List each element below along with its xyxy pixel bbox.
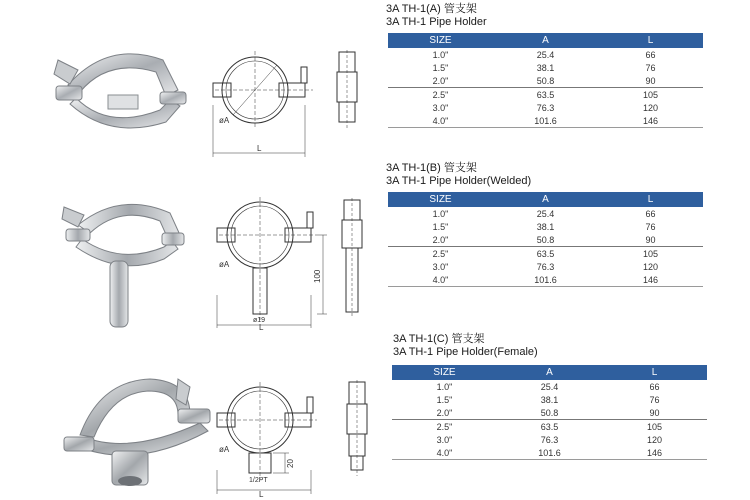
title-c-line1: 3A TH-1(C) 管支架: [393, 333, 485, 345]
cell-size: 3.0": [388, 101, 493, 114]
cell-l: 146: [602, 446, 707, 460]
cell-size: 3.0": [388, 260, 493, 273]
cell-l: 90: [598, 233, 703, 247]
cell-l: 146: [598, 114, 703, 128]
title-b-line1: 3A TH-1(B) 管支架: [386, 162, 477, 174]
title-a-line2: 3A TH-1 Pipe Holder: [386, 16, 487, 28]
dim-label-dia: øA: [219, 116, 230, 125]
dim-label-height: 20: [286, 459, 295, 468]
cell-size: 1.5": [392, 393, 497, 406]
header-a: A: [493, 192, 598, 207]
cell-a: 38.1: [497, 393, 602, 406]
dim-label-height: 100: [313, 269, 322, 283]
cell-a: 25.4: [493, 48, 598, 61]
cell-size: 1.0": [388, 48, 493, 61]
cell-a: 50.8: [493, 74, 598, 88]
table-row: [388, 247, 703, 261]
cell-l: 120: [598, 101, 703, 114]
cell-size: 3.0": [392, 433, 497, 446]
cell-l: 105: [598, 88, 703, 102]
cell-size: 2.0": [388, 74, 493, 88]
table-row: [388, 61, 703, 74]
table-row: [388, 207, 703, 220]
header-a: A: [493, 33, 598, 48]
header-l: L: [598, 192, 703, 207]
table-row: [392, 380, 707, 393]
table-row: [392, 433, 707, 446]
table-row: [388, 273, 703, 287]
cell-a: 50.8: [493, 233, 598, 247]
table-row: [392, 406, 707, 420]
cell-size: 1.0": [392, 380, 497, 393]
cell-l: 105: [602, 420, 707, 434]
header-l: L: [602, 365, 707, 380]
dim-label-length: L: [257, 144, 262, 153]
spec-table-a: [388, 33, 703, 128]
cell-l: 66: [598, 207, 703, 220]
dim-label-length: L: [259, 490, 264, 498]
section-pipe-holder-b: [0, 160, 750, 330]
table-row: [388, 233, 703, 247]
table-row: [388, 88, 703, 102]
table-row: [388, 220, 703, 233]
cell-l: 146: [598, 273, 703, 287]
cell-l: 105: [598, 247, 703, 261]
title-a-line1: 3A TH-1(A) 管支架: [386, 3, 477, 15]
cell-size: 4.0": [392, 446, 497, 460]
table-row: [388, 260, 703, 273]
header-a: A: [497, 365, 602, 380]
cell-l: 76: [598, 220, 703, 233]
cell-size: 2.5": [388, 247, 493, 261]
cell-a: 25.4: [497, 380, 602, 393]
table-row: [392, 420, 707, 434]
table-row: [388, 114, 703, 128]
product-photo-a: [48, 40, 198, 140]
dim-label-thread: 1/2PT: [249, 477, 268, 484]
cell-a: 101.6: [493, 114, 598, 128]
product-photo-c: [60, 375, 220, 490]
cell-size: 1.5": [388, 220, 493, 233]
cell-l: 90: [602, 406, 707, 420]
spec-table-b: [388, 192, 703, 287]
cell-a: 50.8: [497, 406, 602, 420]
table-row: [388, 48, 703, 61]
cell-size: 4.0": [388, 273, 493, 287]
dim-label-rod: ø19: [253, 317, 266, 324]
section-pipe-holder-c: [0, 330, 750, 500]
technical-drawing-c: [205, 380, 335, 498]
cell-size: 1.0": [388, 207, 493, 220]
cell-l: 90: [598, 74, 703, 88]
header-l: L: [598, 33, 703, 48]
side-view-a: [332, 50, 362, 130]
cell-size: 2.0": [388, 233, 493, 247]
cell-l: 66: [598, 48, 703, 61]
dim-label-length: L: [259, 323, 264, 330]
header-size: SIZE: [392, 365, 497, 380]
cell-a: 38.1: [493, 61, 598, 74]
cell-l: 76: [598, 61, 703, 74]
cell-a: 38.1: [493, 220, 598, 233]
header-size: SIZE: [388, 192, 493, 207]
header-size: SIZE: [388, 33, 493, 48]
cell-size: 1.5": [388, 61, 493, 74]
cell-size: 2.0": [392, 406, 497, 420]
cell-l: 120: [598, 260, 703, 273]
cell-a: 63.5: [497, 420, 602, 434]
side-view-c: [343, 380, 373, 480]
table-row: [392, 393, 707, 406]
cell-a: 76.3: [497, 433, 602, 446]
side-view-b: [338, 198, 368, 318]
spec-table-c: [392, 365, 707, 460]
cell-a: 101.6: [493, 273, 598, 287]
cell-a: 63.5: [493, 247, 598, 261]
cell-a: 76.3: [493, 260, 598, 273]
cell-l: 66: [602, 380, 707, 393]
section-pipe-holder-a: [0, 0, 750, 160]
cell-a: 101.6: [497, 446, 602, 460]
cell-a: 76.3: [493, 101, 598, 114]
product-photo-b: [60, 195, 190, 330]
dim-label-dia: øA: [219, 260, 230, 269]
table-row: [392, 446, 707, 460]
cell-size: 2.5": [388, 88, 493, 102]
table-row: [388, 74, 703, 88]
cell-size: 2.5": [392, 420, 497, 434]
table-row: [388, 101, 703, 114]
title-c-line2: 3A TH-1 Pipe Holder(Female): [393, 346, 538, 358]
cell-a: 63.5: [493, 88, 598, 102]
cell-size: 4.0": [388, 114, 493, 128]
technical-drawing-b: [205, 195, 335, 330]
dim-label-dia: øA: [219, 445, 230, 454]
cell-l: 76: [602, 393, 707, 406]
technical-drawing-a: [205, 45, 325, 160]
title-b-line2: 3A TH-1 Pipe Holder(Welded): [386, 175, 532, 187]
cell-l: 120: [602, 433, 707, 446]
cell-a: 25.4: [493, 207, 598, 220]
